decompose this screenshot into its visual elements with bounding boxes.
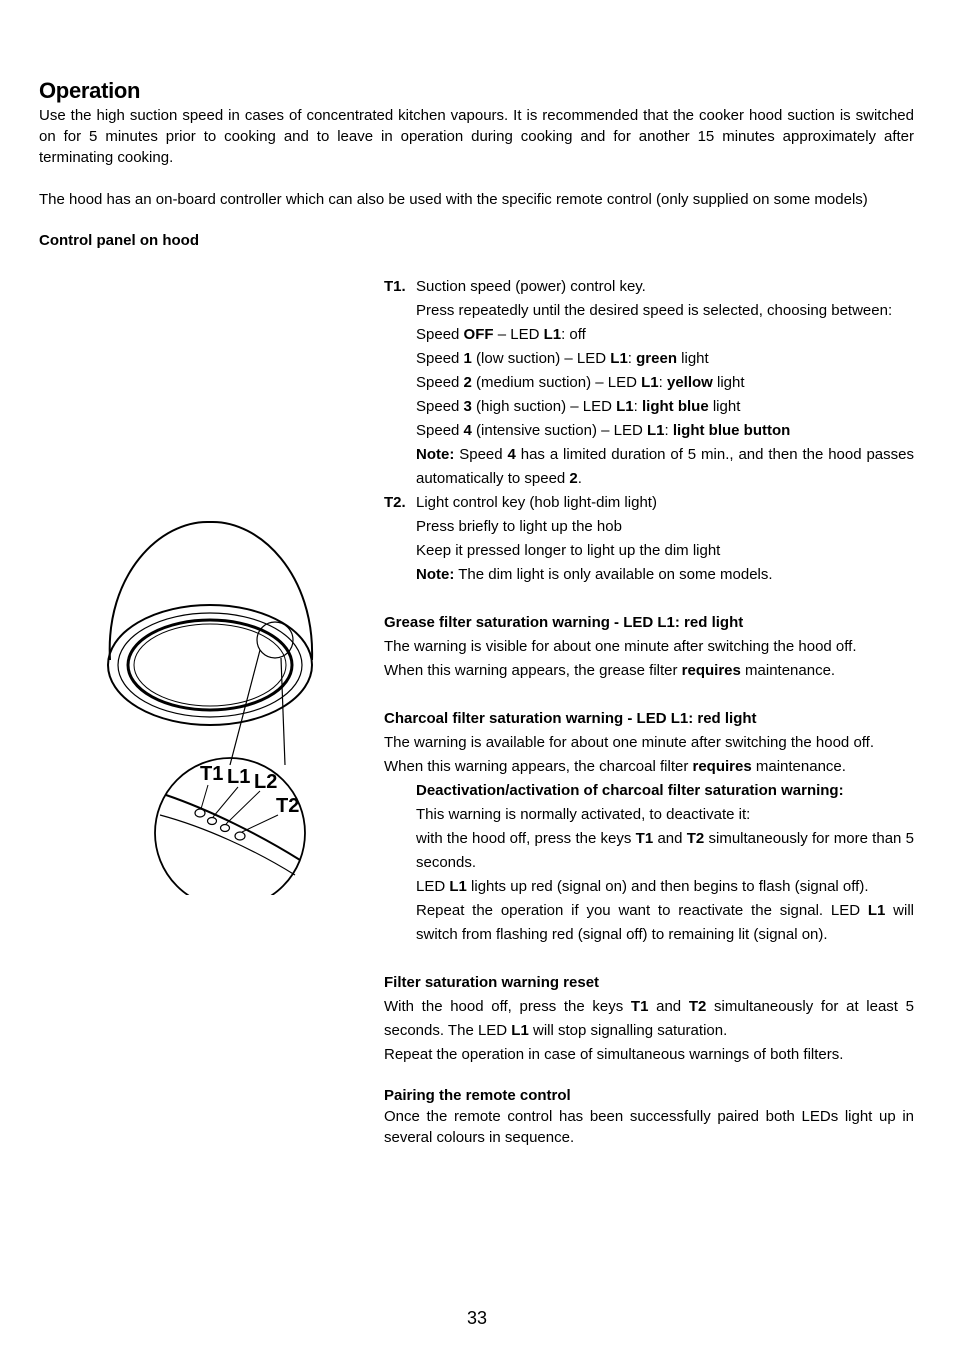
deactivation-line-4: Repeat the operation if you want to reactivate the signal. LED L1 will switch from flashing red (signal off) to remaining lit (signal on). (416, 902, 915, 943)
label-l2: L2 (254, 771, 278, 793)
right-column (384, 275, 914, 1148)
reset-paragraph-2: Repeat the operation in case of simultaneous warnings of both filters. (384, 1046, 844, 1063)
label-t2: T2 (276, 795, 300, 817)
hood-rim-core (134, 624, 286, 706)
charcoal-line-1: The warning is available for about one minute after switching the hood off. (384, 734, 875, 751)
zoom-marker-circle (257, 622, 293, 658)
page-title: Operation (39, 78, 141, 103)
hood-rim-mid (118, 613, 302, 717)
intro-paragraph: Use the high suction speed in cases of concentrated kitchen vapours. It is recommended that the cooker hood suction is switched on for 5 minutes prior to cooking and to leave in operation during cooking and for another 15 minutes approximately after terminating cooking. (39, 107, 914, 166)
speed-list (384, 323, 914, 443)
t2-description: Light control key (hob light-dim light) (416, 494, 657, 511)
t2-key-label: T2. (384, 494, 406, 511)
deactivation-heading: Deactivation/activation of charcoal filter saturation warning: (416, 782, 844, 799)
l1-leader (213, 787, 238, 817)
t1-note: Note: Speed 4 has a limited duration of 5 min., and then the hood passes automatically to speed 2. (416, 446, 914, 487)
control-panel-heading: Control panel on hood (39, 232, 199, 249)
t1-title-line (384, 275, 914, 299)
grease-line-1: The warning is visible for about one minute after switching the hood off. (384, 638, 857, 655)
grease-line-2: When this warning appears, the grease filter requires maintenance. (384, 662, 836, 679)
speed-row: Speed 1 (low suction) – LED L1: green light (416, 350, 709, 367)
controller-paragraph: The hood has an on-board controller which can also be used with the specific remote control (only supplied on some models) (39, 191, 868, 208)
reset-paragraph-1: With the hood off, press the keys T1 and T2 simultaneously for at least 5 seconds. The LED L1 will stop signalling saturation. (384, 998, 914, 1039)
charcoal-line-2: When this warning appears, the charcoal filter requires maintenance. (384, 758, 846, 775)
l1-led-icon (208, 818, 217, 825)
t2-line-1: Press briefly to light up the hob (416, 518, 622, 535)
pairing-text: Once the remote control has been successfully paired both LEDs light up in several colours in sequence. (384, 1108, 914, 1146)
t1-leader (201, 785, 208, 809)
hood-body-outline (110, 522, 312, 660)
t2-title-line (384, 491, 914, 515)
hood-rim-inner (128, 620, 292, 710)
speed-row: Speed 4 (intensive suction) – LED L1: light blue button (416, 422, 791, 439)
t2-line-2: Keep it pressed longer to light up the dim light (416, 542, 721, 559)
t1-press-line: Press repeatedly until the desired speed is selected, choosing between: (416, 302, 893, 319)
t1-key-label: T1. (384, 278, 406, 295)
deactivation-line-3: LED L1 lights up red (signal on) and then begins to flash (signal off). (416, 878, 869, 895)
charcoal-heading: Charcoal filter saturation warning - LED L1: red light (384, 710, 757, 727)
speed-row: Speed OFF – LED L1: off (416, 326, 586, 343)
deactivation-line-1: This warning is normally activated, to deactivate it: (416, 806, 751, 823)
pairing-heading: Pairing the remote control (384, 1087, 571, 1104)
page-number: 33 (466, 1308, 488, 1328)
speed-row: Speed 3 (high suction) – LED L1: light blue light (416, 398, 741, 415)
t2-leader (242, 815, 278, 832)
l2-led-icon (221, 825, 230, 832)
reset-heading: Filter saturation warning reset (384, 974, 600, 991)
t1-button-icon (195, 809, 205, 817)
hood-diagram (100, 515, 320, 895)
grease-heading: Grease filter saturation warning - LED L1: red light (384, 614, 744, 631)
t2-button-icon (235, 832, 245, 840)
label-t1: T1 (200, 763, 224, 785)
t2-note: Note: The dim light is only available on some models. (416, 566, 773, 583)
deactivation-line-2: with the hood off, press the keys T1 and T2 simultaneously for more than 5 seconds. (416, 830, 914, 871)
label-l1: L1 (227, 766, 251, 788)
speed-row: Speed 2 (medium suction) – LED L1: yellow light (416, 374, 745, 391)
t1-description: Suction speed (power) control key. (416, 278, 646, 295)
